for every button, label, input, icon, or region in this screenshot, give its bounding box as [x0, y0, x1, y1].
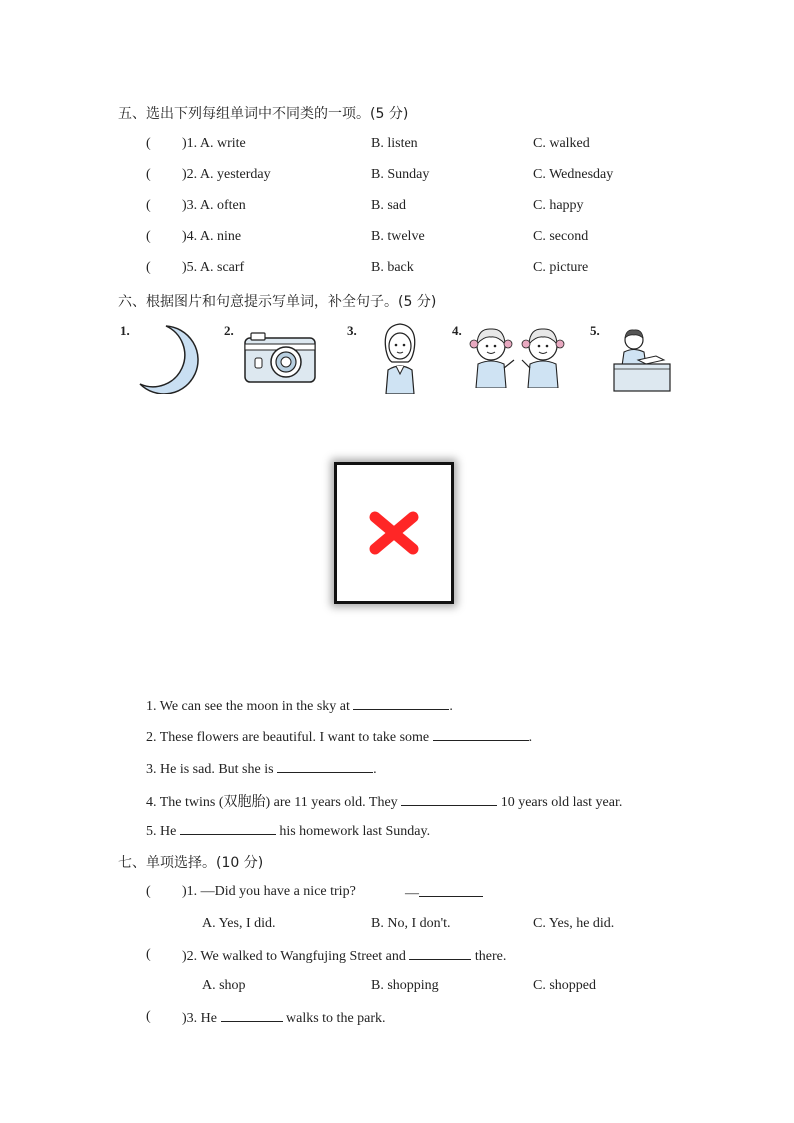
section-7-title: 七、单项选择。(10 分) [118, 855, 264, 871]
reply-line [405, 884, 483, 902]
question-stem: )1. —Did you have a nice trip? [182, 884, 356, 899]
sentence-text: . [449, 699, 453, 714]
answer-paren: ( [146, 260, 151, 275]
pic-label-5: 5. [590, 323, 600, 338]
broken-image-placeholder [334, 462, 454, 604]
answer-paren: ( [146, 947, 151, 962]
sentence-3 [146, 760, 377, 778]
boy-at-desk-icon [612, 326, 672, 392]
question-stem [182, 947, 506, 965]
sentence-text: . [528, 730, 533, 745]
item-2-b: B. Sunday [371, 167, 430, 182]
camera-icon [243, 332, 317, 384]
pic-label-2: 2. [224, 323, 234, 338]
sentence-text: 3. He is sad. But she is [146, 762, 278, 777]
item-2-c: C. Wednesday [533, 167, 614, 182]
sentence-text: his homework last Sunday. [275, 824, 431, 839]
option-c[interactable]: C. shopped [533, 978, 596, 993]
stem-text: there. [471, 949, 507, 964]
answer-paren: ( [146, 136, 151, 151]
sentence-text: 10 years old last year. [497, 795, 623, 810]
answer-blank[interactable] [353, 697, 449, 710]
item-3-c: C. happy [533, 198, 584, 213]
item-1-a: )1. A. write [182, 136, 246, 151]
item-1-c: C. walked [533, 136, 590, 151]
item-1-b: B. listen [371, 136, 418, 151]
answer-blank[interactable] [401, 793, 497, 806]
answer-paren: ( [146, 1009, 151, 1024]
option-a[interactable]: A. shop [202, 978, 246, 993]
sentence-2 [146, 728, 532, 746]
sentence-text: 4. The twins (双胞胎) are 11 years old. They [146, 795, 402, 810]
twins-icon [466, 322, 576, 388]
stem-text: )2. We walked to Wangfujing Street and [182, 949, 410, 964]
item-5-b: B. back [371, 260, 414, 275]
section-6-title: 六、根据图片和句意提示写单词，补全句子。(5 分) [118, 294, 437, 310]
item-3-b: B. sad [371, 198, 406, 213]
dash: — [405, 886, 419, 901]
sentence-5 [146, 822, 430, 840]
item-5-a: )5. A. scarf [182, 260, 245, 275]
answer-blank[interactable] [433, 728, 529, 741]
option-c[interactable]: C. Yes, he did. [533, 916, 615, 931]
stem-text: )3. He [182, 1011, 221, 1026]
answer-paren: ( [146, 198, 151, 213]
section-5-title: 五、选出下列每组单词中不同类的一项。(5 分) [118, 106, 409, 122]
item-3-a: )3. A. often [182, 198, 246, 213]
item-2-a: )2. A. yesterday [182, 167, 271, 182]
answer-blank[interactable] [277, 760, 373, 773]
sentence-text: 1. We can see the moon in the sky at [146, 699, 354, 714]
pic-label-4: 4. [452, 323, 462, 338]
option-b[interactable]: B. No, I don't. [371, 916, 451, 931]
sentence-text: 2. These flowers are beautiful. I want to take some [146, 730, 433, 745]
item-4-a: )4. A. nine [182, 229, 242, 244]
item-5-c: C. picture [533, 260, 589, 275]
answer-blank[interactable] [221, 1009, 283, 1022]
question-stem [182, 1009, 386, 1027]
sentence-4 [146, 791, 622, 811]
pic-label-3: 3. [347, 323, 357, 338]
sentence-text: 5. He [146, 824, 180, 839]
sentence-text: . [373, 762, 377, 777]
option-a[interactable]: A. Yes, I did. [202, 916, 276, 931]
answer-paren: ( [146, 884, 151, 899]
answer-paren: ( [146, 167, 151, 182]
answer-blank[interactable] [409, 947, 471, 960]
pic-label-1: 1. [120, 323, 130, 338]
item-4-b: B. twelve [371, 229, 425, 244]
stem-text: walks to the park. [282, 1011, 386, 1026]
item-4-c: C. second [533, 229, 589, 244]
answer-blank[interactable] [180, 822, 276, 835]
broken-image-icon [337, 465, 451, 601]
answer-paren: ( [146, 229, 151, 244]
girl-icon [376, 320, 424, 394]
moon-icon [136, 322, 204, 394]
sentence-1 [146, 697, 453, 715]
option-b[interactable]: B. shopping [371, 978, 439, 993]
answer-blank[interactable] [419, 884, 483, 897]
